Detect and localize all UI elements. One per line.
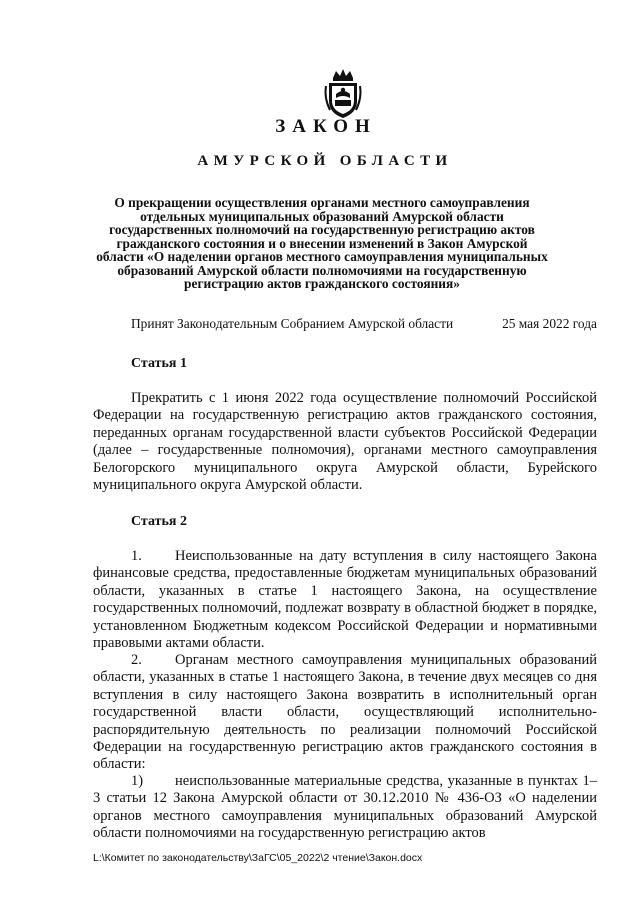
file-path-footer: L:\Комитет по законодательству\ЗаГС\05_2022\2 чтение\Закон.docx bbox=[93, 852, 423, 864]
article-1-text: Прекратить с 1 июня 2022 года осуществление полномочий Российской Федерации на государственную регистрацию актов гражданского состояния, переданных органам государственной власти субъектов Российской Федерации (далее – государственные полномочия), органами местного самоуправления Белогорского муниципального округа Амурской области, Бурейского муниципального округа Амурской области. bbox=[93, 390, 597, 494]
article-2-heading: Статья 2 bbox=[131, 514, 187, 529]
paragraph-number: 2. bbox=[131, 652, 142, 668]
subitem-number: 1) bbox=[131, 773, 144, 789]
paragraph-number: 1. bbox=[131, 548, 142, 564]
region-heading: АМУРСКОЙ ОБЛАСТИ bbox=[197, 153, 453, 169]
article-2-paragraph-1 bbox=[93, 548, 597, 652]
paragraph-text: Органам местного самоуправления муниципальных образований области, указанных в статье 1 настоящего Закона, в течение двух месяцев со дня вступления в силу настоящего Закона возвратить в исполнительный орган государственной власти области, осуществляющий исполнительно-распорядительную деятельность по реализации полномочий Российской Федерации на государственную регистрацию актов гражданского состояния в области: bbox=[93, 652, 597, 773]
adoption-text: Принят Законодательным Собранием Амурской области bbox=[131, 316, 454, 331]
adoption-line bbox=[131, 316, 597, 332]
adoption-date: 25 мая 2022 года bbox=[502, 316, 597, 331]
subitem-text: неиспользованные материальные средства, указанные в пунктах 1–3 статьи 12 Закона Амурской области от 30.12.2010 № 436-ОЗ «О наделении органов местного самоуправления муниципальных образований Амурской области полномочиями на государственную регистрацию актов bbox=[93, 773, 597, 842]
paragraph-text: Неиспользованные на дату вступления в силу настоящего Закона финансовые средства, предоставленные бюджетам муниципальных образований области, указанных в статье 1 настоящего Закона, на осуществление государственных полномочий, подлежат возврату в областной бюджет в порядке, установленном Бюджетным кодексом Российской Федерации и нормативными правовыми актами области. bbox=[93, 548, 597, 652]
article-1-heading: Статья 1 bbox=[131, 356, 187, 371]
law-title: О прекращении осуществления органами местного самоуправления отдельных муниципальных образований Амурской области государственных полномочий на государственную регистрацию актов гражданского состояния и о внесении изменений в Закон Амурской области «О наделении органов местного самоуправления муниципальных образований Амурской области полномочиями на государственную регистрацию актов гражданского состояния» bbox=[96, 195, 548, 291]
law-heading: ЗАКОН bbox=[275, 116, 377, 137]
article-2-subitem-1 bbox=[93, 773, 597, 843]
article-2-paragraph-2 bbox=[93, 652, 597, 774]
coat-of-arms-icon bbox=[322, 68, 364, 120]
